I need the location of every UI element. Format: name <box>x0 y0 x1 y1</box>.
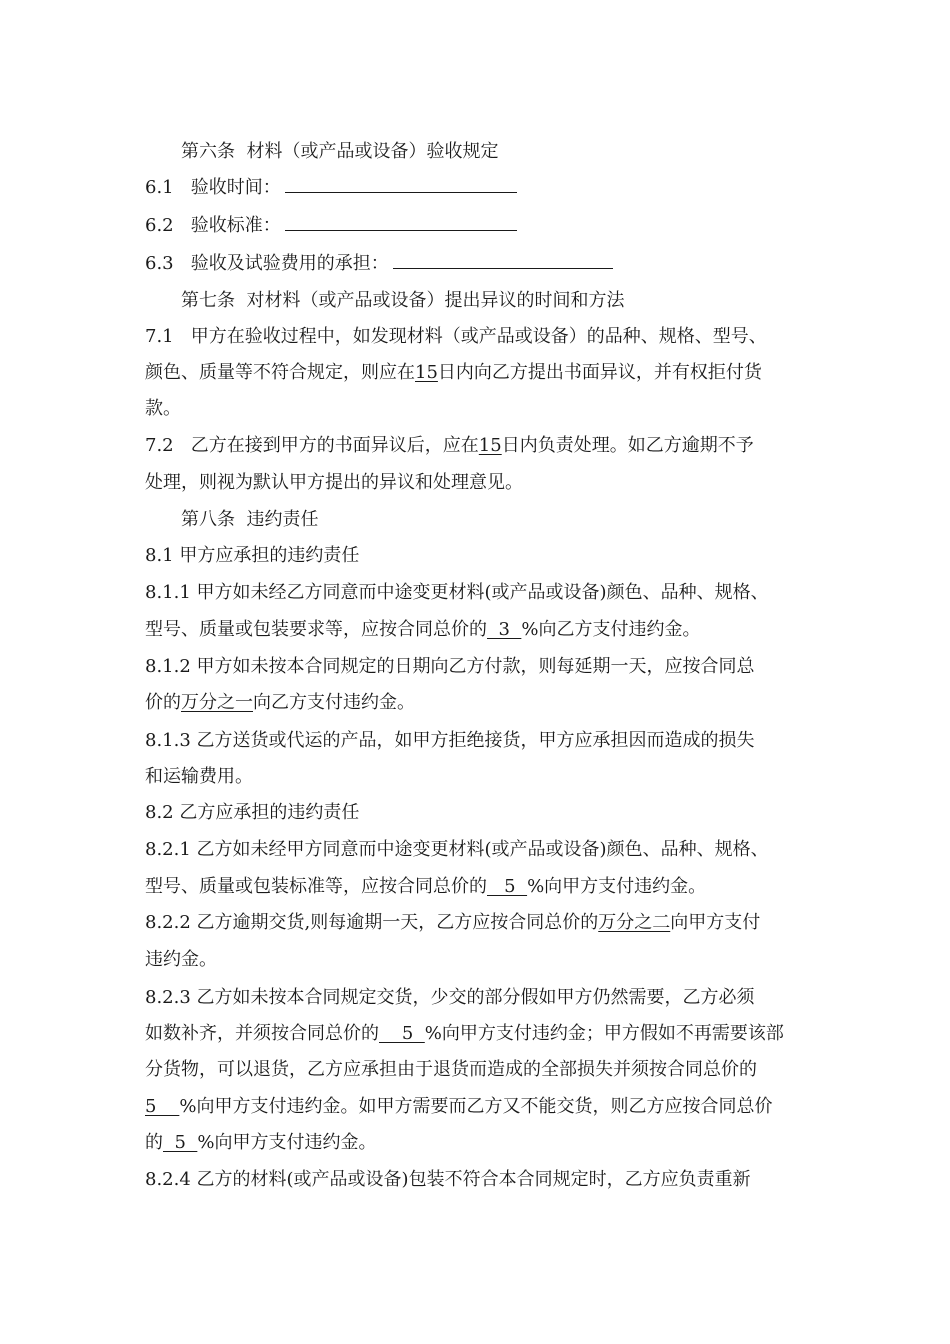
percent-value: 5 <box>163 1132 198 1153</box>
clause-8-2-4-line-1: 8.2.4 乙方的材料(或产品或设备)包装不符合本合同规定时，乙方应负责重新 <box>145 1169 751 1190</box>
text: 7.2 乙方在接到甲方的书面异议后，应在 <box>145 435 479 456</box>
clause-7-1-line-3: 款。 <box>145 398 181 419</box>
text: 颜色、质量等不符合规定，则应在 <box>145 362 415 383</box>
clause-6-1-text: 6.1 验收时间： <box>145 177 281 198</box>
text: 8.2.2 乙方逾期交货,则每逾期一天，乙方应按合同总价的 <box>145 912 599 933</box>
fill-blank[interactable] <box>285 176 517 193</box>
text: 向乙方支付违约金。 <box>253 692 415 713</box>
days-value: 15 <box>478 435 502 456</box>
clause-8-2-2-line-1 <box>145 911 760 935</box>
text: %向乙方支付违约金。 <box>521 619 701 640</box>
clause-7-1-line-1: 7.1 甲方在验收过程中，如发现材料（或产品或设备）的品种、规格、型号、 <box>145 326 767 347</box>
clause-8-1-2-line-2 <box>145 691 415 715</box>
clause-8-1: 8.1 甲方应承担的违约责任 <box>145 545 360 566</box>
text: %向甲方支付违约金。 <box>197 1132 377 1153</box>
article-8-heading: 第八条 违约责任 <box>181 509 319 530</box>
clause-6-2-text: 6.2 验收标准： <box>145 215 281 236</box>
clause-8-2-3-line-2 <box>145 1022 784 1046</box>
clause-6-3-text: 6.3 验收及试验费用的承担： <box>145 253 389 274</box>
clause-8-1-2-line-1: 8.1.2 甲方如未按本合同规定的日期向乙方付款，则每延期一天，应按合同总 <box>145 656 755 677</box>
article-6-heading: 第六条 材料（或产品或设备）验收规定 <box>181 141 499 162</box>
clause-8-1-3-line-2: 和运输费用。 <box>145 766 253 787</box>
text: %向甲方支付违约金。如甲方需要而乙方又不能交货，则乙方应按合同总价 <box>179 1096 773 1117</box>
rate-value: 万分之一 <box>181 692 253 713</box>
article-7-heading: 第七条 对材料（或产品或设备）提出异议的时间和方法 <box>181 290 625 311</box>
clause-7-1-line-2 <box>145 361 762 385</box>
clause-6-1 <box>145 176 517 200</box>
clause-6-3 <box>145 252 613 276</box>
clause-8-2-3-line-4 <box>145 1095 772 1119</box>
text: 价的 <box>145 692 181 713</box>
text: 型号、质量或包装标准等，应按合同总价的 <box>145 876 487 897</box>
clause-8-1-1-line-2 <box>145 618 700 642</box>
text: 日内负责处理。如乙方逾期不予 <box>501 435 754 456</box>
text: 如数补齐，并须按合同总价的 <box>145 1023 379 1044</box>
clause-8-1-1-line-1: 8.1.1 甲方如未经乙方同意而中途变更材料(或产品或设备)颜色、品种、规格、 <box>145 582 769 603</box>
clause-8-2-3-line-1: 8.2.3 乙方如未按本合同规定交货，少交的部分假如甲方仍然需要，乙方必须 <box>145 987 755 1008</box>
text: %向甲方支付违约金；甲方假如不再需要该部 <box>424 1023 784 1044</box>
days-value: 15 <box>415 362 438 383</box>
clause-8-2-1-line-2 <box>145 875 706 899</box>
text: 向甲方支付 <box>670 912 761 933</box>
fill-blank[interactable] <box>285 214 517 231</box>
clause-8-2-2-line-2: 违约金。 <box>145 949 217 970</box>
fill-blank[interactable] <box>393 252 613 269</box>
percent-value: 3 <box>487 619 522 640</box>
clause-8-2: 8.2 乙方应承担的违约责任 <box>145 802 360 823</box>
clause-8-2-3-line-5 <box>145 1131 376 1155</box>
percent-value: 5 <box>487 876 528 897</box>
percent-value: 5 <box>145 1096 180 1117</box>
clause-6-2 <box>145 214 517 238</box>
text: 型号、质量或包装要求等，应按合同总价的 <box>145 619 487 640</box>
text: 的 <box>145 1132 163 1153</box>
clause-7-2-line-1 <box>145 434 754 458</box>
text: %向甲方支付违约金。 <box>527 876 707 897</box>
rate-value: 万分之二 <box>598 912 671 933</box>
text: 日内向乙方提出书面异议，并有权拒付货 <box>437 362 762 383</box>
percent-value: 5 <box>379 1023 425 1044</box>
clause-8-2-3-line-3: 分货物，可以退货，乙方应承担由于退货而造成的全部损失并须按合同总价的 <box>145 1059 757 1080</box>
clause-8-1-3-line-1: 8.1.3 乙方送货或代运的产品，如甲方拒绝接货，甲方应承担因而造成的损失 <box>145 730 755 751</box>
clause-8-2-1-line-1: 8.2.1 乙方如未经甲方同意而中途变更材料(或产品或设备)颜色、品种、规格、 <box>145 839 769 860</box>
clause-7-2-line-2: 处理，则视为默认甲方提出的异议和处理意见。 <box>145 472 523 493</box>
